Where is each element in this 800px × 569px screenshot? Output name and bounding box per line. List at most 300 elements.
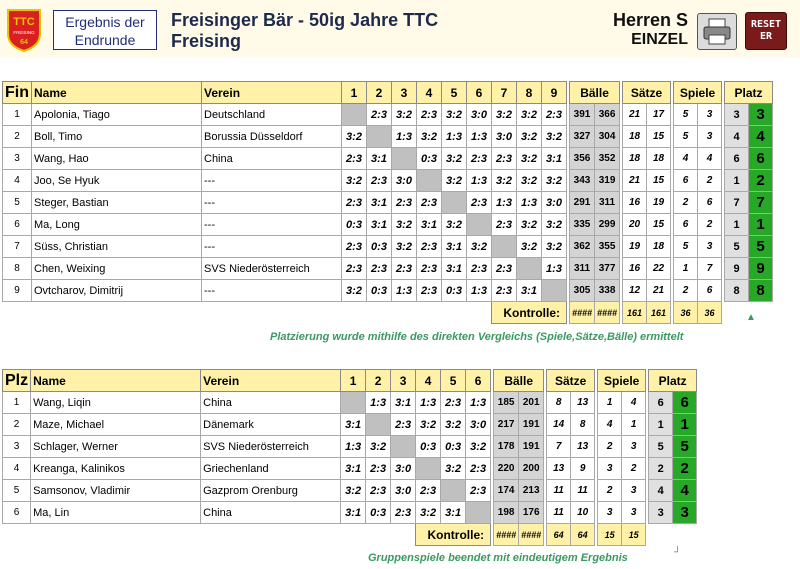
- match-score: 3:0: [542, 192, 567, 214]
- player-number: 4: [3, 458, 31, 480]
- player-club: China: [201, 392, 341, 414]
- games-won: 2: [598, 480, 622, 502]
- raw-rank: 5: [649, 436, 673, 458]
- match-score: 3:2: [342, 170, 367, 192]
- grp-col-header: 2: [366, 370, 391, 392]
- kontrolle-games-1: 15: [598, 524, 622, 546]
- balls-won: 311: [570, 258, 595, 280]
- match-score: 3:1: [341, 458, 366, 480]
- player-club: SVS Niederösterreich: [201, 436, 341, 458]
- group-note: Gruppenspiele beendet mit eindeutigem Ergebnis: [368, 552, 628, 564]
- match-score: 3:2: [416, 502, 441, 524]
- match-score: 3:2: [517, 148, 542, 170]
- fin-saetze-header: Sätze: [623, 82, 671, 104]
- match-score: 3:2: [542, 170, 567, 192]
- match-score: 0:3: [367, 280, 392, 302]
- grp-spiele-header: Spiele: [598, 370, 646, 392]
- player-club: ---: [202, 214, 342, 236]
- match-score: 3:2: [542, 126, 567, 148]
- ttc-logo: [6, 8, 42, 52]
- fin-col-header: 5: [442, 82, 467, 104]
- match-score: 3:2: [392, 214, 417, 236]
- balls-lost: 304: [595, 126, 620, 148]
- final-rank: 1: [673, 414, 697, 436]
- games-lost: 3: [622, 502, 646, 524]
- games-lost: 1: [622, 414, 646, 436]
- balls-won: 335: [570, 214, 595, 236]
- table-row: [3, 280, 773, 302]
- match-score: 2:3: [391, 502, 416, 524]
- svg-text:FREISING: FREISING: [13, 30, 35, 35]
- kontrolle-balls-1: ####: [494, 524, 519, 546]
- games-lost: 6: [698, 280, 722, 302]
- kontrolle-balls-1: ####: [570, 302, 595, 324]
- match-score: 3:2: [416, 414, 441, 436]
- match-score: 3:2: [517, 214, 542, 236]
- match-score: 1:3: [517, 192, 542, 214]
- player-club: ---: [202, 170, 342, 192]
- fin-col-header: 3: [392, 82, 417, 104]
- balls-won: 174: [494, 480, 519, 502]
- sets-lost: 8: [571, 414, 595, 436]
- self-match-cell: [392, 148, 417, 170]
- match-score: 3:1: [441, 502, 466, 524]
- grp-col-header: 3: [391, 370, 416, 392]
- player-number: 7: [3, 236, 32, 258]
- match-score: 3:2: [517, 104, 542, 126]
- table-row: [3, 126, 773, 148]
- fin-col-header: 6: [467, 82, 492, 104]
- kontrolle-row: [3, 524, 697, 546]
- balls-lost: 352: [595, 148, 620, 170]
- match-score: 3:2: [342, 126, 367, 148]
- sets-lost: 21: [647, 280, 671, 302]
- balls-lost: 319: [595, 170, 620, 192]
- games-lost: 2: [622, 458, 646, 480]
- match-score: 2:3: [342, 148, 367, 170]
- balls-lost: 201: [519, 392, 544, 414]
- mode-label: EINZEL: [631, 31, 688, 48]
- match-score: 1:3: [467, 280, 492, 302]
- table-row: [3, 458, 697, 480]
- match-score: 3:2: [517, 170, 542, 192]
- table-row: [3, 236, 773, 258]
- raw-rank: 6: [725, 148, 749, 170]
- final-rank: 5: [749, 236, 773, 258]
- match-score: 2:3: [417, 258, 442, 280]
- kontrolle-games-1: 36: [674, 302, 698, 324]
- match-score: 3:2: [492, 104, 517, 126]
- games-won: 2: [674, 280, 698, 302]
- raw-rank: 4: [725, 126, 749, 148]
- table-row: [3, 214, 773, 236]
- games-lost: 3: [622, 436, 646, 458]
- fin-verein-header: Verein: [202, 82, 342, 104]
- match-score: 3:1: [341, 414, 366, 436]
- match-score: 3:0: [467, 104, 492, 126]
- player-club: China: [202, 148, 342, 170]
- games-won: 2: [598, 436, 622, 458]
- match-score: 3:2: [442, 214, 467, 236]
- self-match-cell: [416, 458, 441, 480]
- self-match-cell: [542, 280, 567, 302]
- match-score: 2:3: [391, 414, 416, 436]
- table-row: [3, 258, 773, 280]
- final-rank: 6: [749, 148, 773, 170]
- match-score: 2:3: [492, 258, 517, 280]
- games-lost: 3: [698, 126, 722, 148]
- player-number: 9: [3, 280, 32, 302]
- sets-lost: 18: [647, 236, 671, 258]
- balls-lost: 355: [595, 236, 620, 258]
- games-lost: 4: [698, 148, 722, 170]
- svg-text:64: 64: [20, 39, 28, 46]
- player-name: Chen, Weixing: [32, 258, 202, 280]
- sets-won: 18: [623, 148, 647, 170]
- player-name: Maze, Michael: [31, 414, 201, 436]
- balls-won: 391: [570, 104, 595, 126]
- raw-rank: 2: [649, 458, 673, 480]
- match-score: 2:3: [417, 192, 442, 214]
- player-club: ---: [202, 236, 342, 258]
- match-score: 3:2: [542, 236, 567, 258]
- kontrolle-balls-2: ####: [595, 302, 620, 324]
- sets-lost: 15: [647, 170, 671, 192]
- balls-won: 343: [570, 170, 595, 192]
- match-score: 2:3: [342, 236, 367, 258]
- sets-lost: 15: [647, 126, 671, 148]
- games-lost: 6: [698, 192, 722, 214]
- player-number: 4: [3, 170, 32, 192]
- match-score: 2:3: [542, 104, 567, 126]
- sets-won: 21: [623, 170, 647, 192]
- sets-won: 12: [623, 280, 647, 302]
- player-club: China: [201, 502, 341, 524]
- sets-won: 20: [623, 214, 647, 236]
- match-score: 3:2: [467, 236, 492, 258]
- table-row: [3, 392, 697, 414]
- table-row: [3, 414, 697, 436]
- tournament-title: Freisinger Bär - 50ig Jahre TTC: [171, 10, 439, 30]
- match-score: 1:3: [341, 436, 366, 458]
- raw-rank: 9: [725, 258, 749, 280]
- match-score: 3:2: [442, 104, 467, 126]
- self-match-cell: [467, 214, 492, 236]
- table-row: [3, 104, 773, 126]
- games-won: 6: [674, 170, 698, 192]
- player-club: Griechenland: [201, 458, 341, 480]
- sets-lost: 11: [571, 480, 595, 502]
- player-number: 2: [3, 126, 32, 148]
- player-club: SVS Niederösterreich: [202, 258, 342, 280]
- final-table: [2, 81, 773, 324]
- grp-name-header: Name: [31, 370, 201, 392]
- games-won: 1: [598, 392, 622, 414]
- player-club: Deutschland: [202, 104, 342, 126]
- games-won: 3: [598, 502, 622, 524]
- balls-lost: 311: [595, 192, 620, 214]
- match-score: 3:0: [391, 458, 416, 480]
- raw-rank: 8: [725, 280, 749, 302]
- raw-rank: 1: [725, 170, 749, 192]
- fin-platz-header: Platz: [725, 82, 773, 104]
- match-score: 1:3: [442, 126, 467, 148]
- group-arrow-icon: ┘: [674, 547, 682, 558]
- player-name: Schlager, Werner: [31, 436, 201, 458]
- player-name: Ovtcharov, Dimitrij: [32, 280, 202, 302]
- player-name: Steger, Bastian: [32, 192, 202, 214]
- match-score: 3:1: [517, 280, 542, 302]
- match-score: 3:1: [341, 502, 366, 524]
- kontrolle-balls-2: ####: [519, 524, 544, 546]
- final-rank: 9: [749, 258, 773, 280]
- games-won: 2: [674, 192, 698, 214]
- games-won: 5: [674, 126, 698, 148]
- fin-col-header: 4: [417, 82, 442, 104]
- match-score: 3:2: [392, 104, 417, 126]
- match-score: 1:3: [466, 392, 491, 414]
- grp-verein-header: Verein: [201, 370, 341, 392]
- self-match-cell: [341, 392, 366, 414]
- match-score: 3:2: [417, 126, 442, 148]
- player-name: Apolonia, Tiago: [32, 104, 202, 126]
- grp-col-header: 1: [341, 370, 366, 392]
- match-score: 1:3: [492, 192, 517, 214]
- match-score: 3:2: [466, 436, 491, 458]
- balls-won: 178: [494, 436, 519, 458]
- grp-col-header: 4: [416, 370, 441, 392]
- match-score: 0:3: [441, 436, 466, 458]
- fin-spiele-header: Spiele: [674, 82, 722, 104]
- sets-lost: 10: [571, 502, 595, 524]
- fin-col-header: 8: [517, 82, 542, 104]
- balls-won: 305: [570, 280, 595, 302]
- balls-won: 362: [570, 236, 595, 258]
- match-score: 3:2: [442, 148, 467, 170]
- player-name: Ma, Lin: [31, 502, 201, 524]
- kontrolle-sets-2: 161: [647, 302, 671, 324]
- match-score: 2:3: [366, 458, 391, 480]
- match-score: 0:3: [416, 436, 441, 458]
- kontrolle-games-2: 36: [698, 302, 722, 324]
- match-score: 3:0: [392, 170, 417, 192]
- svg-text:TTC: TTC: [13, 16, 35, 28]
- match-score: 1:3: [392, 280, 417, 302]
- sets-won: 18: [623, 126, 647, 148]
- final-rank: 8: [749, 280, 773, 302]
- games-lost: 2: [698, 170, 722, 192]
- match-score: 2:3: [367, 170, 392, 192]
- player-name: Süss, Christian: [32, 236, 202, 258]
- balls-lost: 299: [595, 214, 620, 236]
- match-score: 2:3: [466, 480, 491, 502]
- match-score: 2:3: [416, 480, 441, 502]
- match-score: 0:3: [367, 236, 392, 258]
- table-row: [3, 170, 773, 192]
- sets-lost: 9: [571, 458, 595, 480]
- grp-platz-header: Platz: [649, 370, 697, 392]
- match-score: 2:3: [492, 280, 517, 302]
- games-lost: 2: [698, 214, 722, 236]
- match-score: 2:3: [417, 104, 442, 126]
- match-score: 2:3: [441, 392, 466, 414]
- player-number: 5: [3, 192, 32, 214]
- raw-rank: 6: [649, 392, 673, 414]
- tournament-location: Freising: [171, 31, 242, 51]
- player-number: 1: [3, 392, 31, 414]
- raw-rank: 7: [725, 192, 749, 214]
- match-score: 2:3: [417, 280, 442, 302]
- match-score: 2:3: [417, 236, 442, 258]
- match-score: 0:3: [417, 148, 442, 170]
- fin-name-header: Name: [32, 82, 202, 104]
- player-number: 6: [3, 214, 32, 236]
- final-rank: 3: [673, 502, 697, 524]
- match-score: 3:2: [542, 214, 567, 236]
- reset-button[interactable]: RESET ER: [745, 12, 787, 50]
- kontrolle-row: [3, 302, 773, 324]
- match-score: 3:2: [392, 236, 417, 258]
- kontrolle-sets-2: 64: [571, 524, 595, 546]
- match-score: 3:2: [341, 480, 366, 502]
- fin-col-header: 9: [542, 82, 567, 104]
- games-won: 5: [674, 104, 698, 126]
- player-name: Wang, Liqin: [31, 392, 201, 414]
- match-score: 3:2: [442, 170, 467, 192]
- match-score: 2:3: [367, 104, 392, 126]
- fin-corner: Fin: [3, 82, 32, 104]
- games-won: 5: [674, 236, 698, 258]
- match-score: 0:3: [366, 502, 391, 524]
- category-label: Herren S: [612, 10, 688, 30]
- balls-won: 217: [494, 414, 519, 436]
- match-score: 2:3: [492, 214, 517, 236]
- player-club: Dänemark: [201, 414, 341, 436]
- match-score: 3:2: [441, 414, 466, 436]
- player-name: Ma, Long: [32, 214, 202, 236]
- match-score: 2:3: [366, 480, 391, 502]
- balls-lost: 213: [519, 480, 544, 502]
- balls-lost: 200: [519, 458, 544, 480]
- match-score: 2:3: [367, 258, 392, 280]
- final-rank: 3: [749, 104, 773, 126]
- player-name: Boll, Timo: [32, 126, 202, 148]
- raw-rank: 1: [649, 414, 673, 436]
- player-club: ---: [202, 192, 342, 214]
- player-name: Samsonov, Vladimir: [31, 480, 201, 502]
- sets-lost: 17: [647, 104, 671, 126]
- final-arrow-icon: ▲: [746, 312, 756, 323]
- match-score: 3:2: [366, 436, 391, 458]
- match-score: 3:0: [466, 414, 491, 436]
- match-score: 0:3: [442, 280, 467, 302]
- sets-won: 7: [547, 436, 571, 458]
- sets-won: 14: [547, 414, 571, 436]
- player-number: 2: [3, 414, 31, 436]
- printer-icon: [698, 14, 736, 49]
- header-bar: [0, 0, 800, 58]
- match-score: 2:3: [392, 192, 417, 214]
- games-lost: 3: [698, 104, 722, 126]
- table-row: [3, 502, 697, 524]
- self-match-cell: [367, 126, 392, 148]
- print-button[interactable]: [697, 13, 737, 50]
- match-score: 3:0: [492, 126, 517, 148]
- group-table: [2, 369, 697, 546]
- table-row: [3, 436, 697, 458]
- player-name: Kreanga, Kalinikos: [31, 458, 201, 480]
- sets-won: 8: [547, 392, 571, 414]
- match-score: 3:2: [441, 458, 466, 480]
- self-match-cell: [342, 104, 367, 126]
- fin-col-header: 1: [342, 82, 367, 104]
- match-score: 3:2: [342, 280, 367, 302]
- sets-lost: 13: [571, 436, 595, 458]
- balls-won: 220: [494, 458, 519, 480]
- fin-col-header: 7: [492, 82, 517, 104]
- self-match-cell: [517, 258, 542, 280]
- player-club: Gazprom Orenburg: [201, 480, 341, 502]
- balls-lost: 191: [519, 436, 544, 458]
- endrunde-button[interactable]: Ergebnis der Endrunde: [53, 10, 157, 50]
- match-score: 3:2: [492, 170, 517, 192]
- player-club: ---: [202, 280, 342, 302]
- match-score: 3:1: [367, 192, 392, 214]
- sets-won: 11: [547, 480, 571, 502]
- balls-won: 356: [570, 148, 595, 170]
- player-number: 1: [3, 104, 32, 126]
- self-match-cell: [442, 192, 467, 214]
- balls-lost: 366: [595, 104, 620, 126]
- self-match-cell: [492, 236, 517, 258]
- final-rank: 4: [673, 480, 697, 502]
- match-score: 2:3: [392, 258, 417, 280]
- player-name: Joo, Se Hyuk: [32, 170, 202, 192]
- games-won: 4: [674, 148, 698, 170]
- sets-won: 16: [623, 258, 647, 280]
- player-number: 3: [3, 436, 31, 458]
- balls-won: 198: [494, 502, 519, 524]
- self-match-cell: [441, 480, 466, 502]
- final-rank: 7: [749, 192, 773, 214]
- balls-lost: 191: [519, 414, 544, 436]
- balls-won: 185: [494, 392, 519, 414]
- raw-rank: 4: [649, 480, 673, 502]
- final-rank: 1: [749, 214, 773, 236]
- match-score: 3:0: [391, 480, 416, 502]
- kontrolle-sets-1: 64: [547, 524, 571, 546]
- match-score: 1:3: [416, 392, 441, 414]
- balls-lost: 377: [595, 258, 620, 280]
- sets-won: 13: [547, 458, 571, 480]
- games-lost: 3: [698, 236, 722, 258]
- self-match-cell: [417, 170, 442, 192]
- games-won: 1: [674, 258, 698, 280]
- final-note: Platzierung wurde mithilfe des direkten Vergleichs (Spiele,Sätze,Bälle) ermittelt: [270, 331, 684, 343]
- table-row: [3, 148, 773, 170]
- final-rank: 5: [673, 436, 697, 458]
- grp-col-header: 5: [441, 370, 466, 392]
- player-number: 5: [3, 480, 31, 502]
- player-number: 3: [3, 148, 32, 170]
- match-score: 1:3: [392, 126, 417, 148]
- balls-lost: 176: [519, 502, 544, 524]
- final-rank: 2: [749, 170, 773, 192]
- match-score: 3:1: [417, 214, 442, 236]
- match-score: 3:2: [517, 236, 542, 258]
- match-score: 3:1: [391, 392, 416, 414]
- player-name: Wang, Hao: [32, 148, 202, 170]
